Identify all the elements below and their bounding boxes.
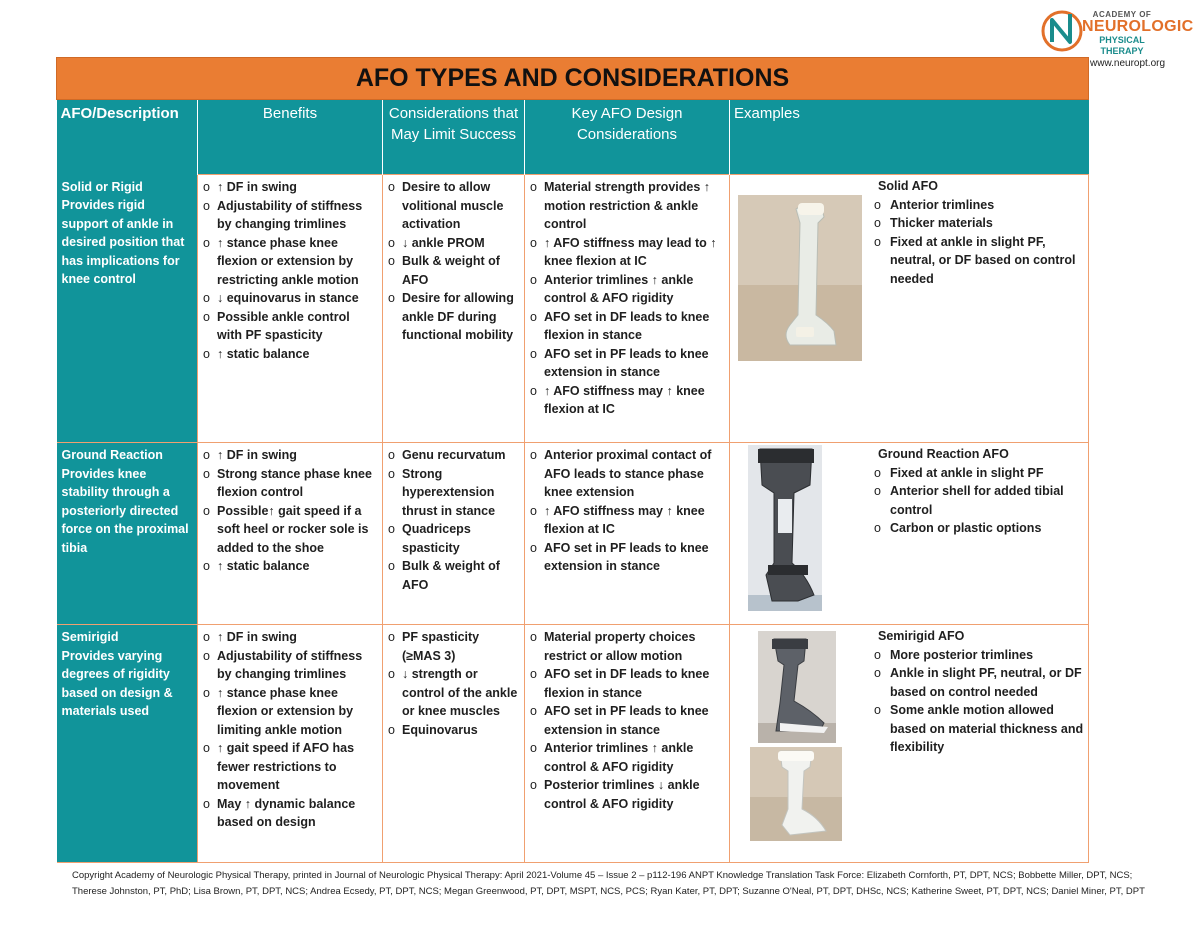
list-item: o ↑ AFO stiffness may ↑ knee flexion at IC <box>530 382 724 419</box>
list-item: o AFO set in PF leads to knee extension in stance <box>530 539 724 576</box>
list-item: o ↑ static balance <box>203 345 377 364</box>
list-item: o Fixed at ankle in slight PF, neutral, or DF based on control needed <box>868 233 1086 289</box>
list-item: o Adjustability of stiffness by changing trimlines <box>203 197 377 234</box>
table-row <box>57 175 1089 443</box>
logo-line-1: ACADEMY OF <box>1092 10 1152 19</box>
list-item: o ↓ equinovarus in stance <box>203 289 377 308</box>
design-cell <box>525 625 730 863</box>
header-design: Key AFO Design Considerations <box>525 100 730 175</box>
benefits-cell <box>198 625 383 863</box>
list-item: o Material strength provides ↑ motion restriction & ankle control <box>530 178 724 234</box>
list-item: o Strong hyperextension thrust in stance <box>388 465 519 521</box>
page-title: AFO TYPES AND CONSIDERATIONS <box>57 58 1089 100</box>
list-item: o ↑ stance phase knee flexion or extension by restricting ankle motion <box>203 234 377 290</box>
list-item: o ↑ DF in swing <box>203 178 377 197</box>
list-item: o Quadriceps spasticity <box>388 520 519 557</box>
semirigid-afo-photo-front <box>750 747 842 841</box>
list-item: o Carbon or plastic options <box>868 519 1086 538</box>
row-description <box>57 443 198 625</box>
row-type: Semirigid <box>61 630 119 644</box>
list-item: o ↑ static balance <box>203 557 377 576</box>
list-item: o Fixed at ankle in slight PF <box>868 464 1086 483</box>
website-link[interactable]: www.neuropt.org <box>1090 58 1166 69</box>
list-item: o Genu recurvatum <box>388 446 519 465</box>
table-row <box>57 443 1089 625</box>
examples-cell <box>730 443 1089 625</box>
list-item: o ↑ gait speed if AFO has fewer restrictions to movement <box>203 739 377 795</box>
list-item: o Thicker materials <box>868 214 1086 233</box>
list-item: o May ↑ dynamic balance based on design <box>203 795 377 832</box>
list-item: o Adjustability of stiffness by changing trimlines <box>203 647 377 684</box>
examples-cell <box>730 175 1089 443</box>
benefits-cell <box>198 175 383 443</box>
benefits-cell <box>198 443 383 625</box>
row-type-detail: Provides rigid support of ankle in desired position that has implications for knee control <box>61 198 185 286</box>
list-item: o Anterior trimlines <box>868 196 1086 215</box>
list-item: o More posterior trimlines <box>868 646 1086 665</box>
header-limits: Considerations that May Limit Success <box>383 100 525 175</box>
design-cell <box>525 175 730 443</box>
list-item: o Ankle in slight PF, neutral, or DF based on control needed <box>868 664 1086 701</box>
header-examples: Examples <box>730 100 1089 175</box>
list-item: o ↓ strength or control of the ankle or knee muscles <box>388 665 519 721</box>
list-item: o Some ankle motion allowed based on material thickness and flexibility <box>868 701 1086 757</box>
logo-mark-icon <box>1040 8 1084 54</box>
row-type-detail: Provides varying degrees of rigidity based on design & materials used <box>61 648 173 718</box>
table-row <box>57 625 1089 863</box>
semirigid-afo-photo-side <box>758 631 836 743</box>
anpt-logo <box>1040 8 1194 56</box>
example-title: Semirigid AFO <box>878 629 965 643</box>
header-benefits: Benefits <box>198 100 383 175</box>
example-title: Ground Reaction AFO <box>878 447 1009 461</box>
list-item: o Equinovarus <box>388 721 519 740</box>
list-item: o Anterior shell for added tibial control <box>868 482 1086 519</box>
list-item: o Possible↑ gait speed if a soft heel or rocker sole is added to the shoe <box>203 502 377 558</box>
list-item: o ↑ AFO stiffness may lead to ↑ knee flexion at IC <box>530 234 724 271</box>
list-item: o Bulk & weight of AFO <box>388 557 519 594</box>
list-item: o Material property choices restrict or allow motion <box>530 628 724 665</box>
list-item: o AFO set in PF leads to knee extension in stance <box>530 702 724 739</box>
list-item: o ↑ AFO stiffness may ↑ knee flexion at IC <box>530 502 724 539</box>
afo-table <box>56 57 1089 863</box>
logo-line-2: NEUROLOGIC <box>1082 18 1194 35</box>
row-type: Solid or Rigid <box>61 179 143 194</box>
list-item: o AFO set in PF leads to knee extension in stance <box>530 345 724 382</box>
list-item: o AFO set in DF leads to knee flexion in stance <box>530 308 724 345</box>
ground-reaction-afo-photo <box>748 445 822 611</box>
list-item: o ↑ stance phase knee flexion or extension by limiting ankle motion <box>203 684 377 740</box>
list-item: o Possible ankle control with PF spasticity <box>203 308 377 345</box>
copyright-footer: Copyright Academy of Neurologic Physical Therapy, printed in Journal of Neurologic Physical Therapy: April 2021-Volume 45 – Issue 2 – p112-196 ANPT Knowledge Translation Task Force: Elizabeth Cornforth, PT, DPT, NCS; Bobbette Miller, DPT, NCS; Therese Johnston, PT, PhD; Lisa Brown, PT, DPT, NCS; Andrea Ecsedy, PT, DPT, NCS; Megan Greenwood, PT, DPT, MSPT, NCS, PCS; Ryan Kater, PT, DPT; Suzanne O'Neal, PT, DPT, DHSc, NCS; Katherine Sweet, PT, DPT, NCS; Daniel Miner, PT, DPT <box>72 870 1145 897</box>
examples-cell <box>730 625 1089 863</box>
limits-cell <box>383 625 525 863</box>
list-item: o Strong stance phase knee flexion control <box>203 465 377 502</box>
list-item: o AFO set in DF leads to knee flexion in stance <box>530 665 724 702</box>
example-title: Solid AFO <box>878 179 938 193</box>
logo-line-3: PHYSICAL THERAPY <box>1099 35 1145 56</box>
list-item: o Anterior trimlines ↑ ankle control & AFO rigidity <box>530 739 724 776</box>
limits-cell <box>383 175 525 443</box>
list-item: o ↑ DF in swing <box>203 446 377 465</box>
list-item: o Anterior proximal contact of AFO leads to stance phase knee extension <box>530 446 724 502</box>
row-description <box>57 625 198 863</box>
list-item: o ↑ DF in swing <box>203 628 377 647</box>
list-item: o Desire to allow volitional muscle activation <box>388 178 519 234</box>
list-item: o Anterior trimlines ↑ ankle control & AFO rigidity <box>530 271 724 308</box>
list-item: o Desire for allowing ankle DF during functional mobility <box>388 289 519 345</box>
header-description: AFO/Description <box>57 100 198 175</box>
list-item: o PF spasticity (≥MAS 3) <box>388 628 519 665</box>
list-item: o ↓ ankle PROM <box>388 234 519 253</box>
list-item: o Bulk & weight of AFO <box>388 252 519 289</box>
design-cell <box>525 443 730 625</box>
row-type-detail: Provides knee stability through a posteriorly directed force on the proximal tibia <box>61 466 189 555</box>
row-type: Ground Reaction <box>61 448 163 462</box>
list-item: o Posterior trimlines ↓ ankle control & AFO rigidity <box>530 776 724 813</box>
limits-cell <box>383 443 525 625</box>
row-description <box>57 175 198 443</box>
solid-afo-photo <box>738 195 862 361</box>
